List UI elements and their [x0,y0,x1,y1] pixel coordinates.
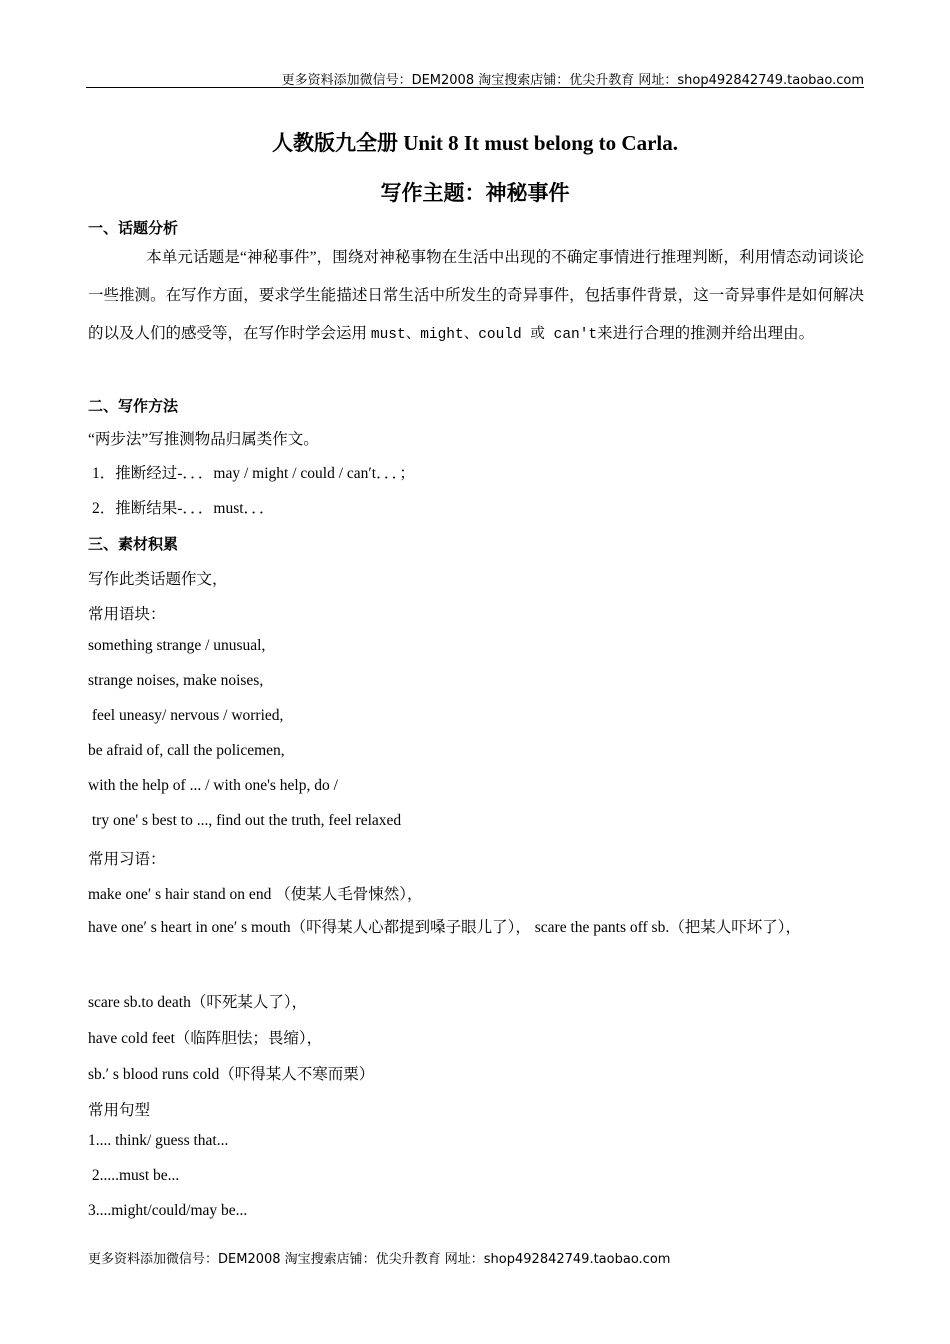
paragraph-text-a: 本单元话题是“神秘事件”，围绕对神秘事物在生活中出现的不确定事情进行推理判断，利用情态动词谈论一些推测。在写作方面，要求学生能描述日常生活中所发生的奇异事件，包括事件背景，这一奇异事件是如何解决的以及人们的感受等，在写作时学会运用 [88,249,864,342]
patterns-label: 常用句型 [88,1102,151,1119]
pattern-item: 1.... think/ guess that... [88,1132,229,1149]
chunk-item: be afraid of, call the policemen, [88,742,285,759]
chunk-item: with the help of ... / with one's help, do / [88,777,338,794]
writing-step-1: 1．推断经过-．．．may / might / could / can′t．．．； [92,465,415,482]
idiom-item: make one′ s hair stand on end （使某人毛骨悚然）， [88,886,423,903]
document-subtitle: 写作主题：神秘事件 [380,181,570,205]
section-heading-materials: 三、素材积累 [88,535,179,553]
page-header: 更多资料添加微信号：DEM2008 淘宝搜索店铺：优尖升教育 网址：shop492842749.taobao.com [281,73,864,88]
chunk-item: something strange / unusual, [88,637,266,654]
idiom-item: have cold feet（临阵胆怯；畏缩）， [88,1030,323,1047]
chunk-item: try one' s best to ..., find out the truth, feel relaxed [88,812,402,829]
paragraph-text-b: 来进行合理的推测并给出理由。 [597,325,815,342]
writing-step-2: 2．推断结果-．．．must．．． [92,500,275,517]
idiom-item: have one′ s heart in one′ s mouth（吓得某人心都提到嗓子眼儿了）， scare the pants off sb.（把某人吓坏了）， [88,919,801,936]
section-heading-writing-method: 二、写作方法 [88,397,179,415]
pattern-item: 2.....must be... [88,1167,180,1184]
idiom-item: scare sb.to death（吓死某人了）， [88,994,308,1011]
section-heading-topic-analysis: 一、话题分析 [88,219,179,237]
materials-intro: 写作此类话题作文， [88,571,228,588]
idiom-item: sb.′ s blood runs cold（吓得某人不寒而栗） [88,1066,375,1083]
header-divider [86,87,864,88]
chunk-item: feel uneasy/ nervous / worried, [88,707,284,724]
chunk-item: strange noises, make noises, [88,672,264,689]
chunks-label: 常用语块： [88,606,166,623]
document-title: 人教版九全册 Unit 8 It must belong to Carla. [271,131,678,155]
page-footer: 更多资料添加微信号：DEM2008 淘宝搜索店铺：优尖升教育 网址：shop492842749.taobao.com [88,1252,671,1267]
paragraph-modal-verbs: must、might、could 或 can′t [370,327,598,343]
idioms-label: 常用习语： [88,851,166,868]
writing-method-intro: “两步法”写推测物品归属类作文。 [88,431,319,448]
pattern-item: 3....might/could/may be... [88,1202,248,1219]
topic-analysis-paragraph [88,239,864,354]
